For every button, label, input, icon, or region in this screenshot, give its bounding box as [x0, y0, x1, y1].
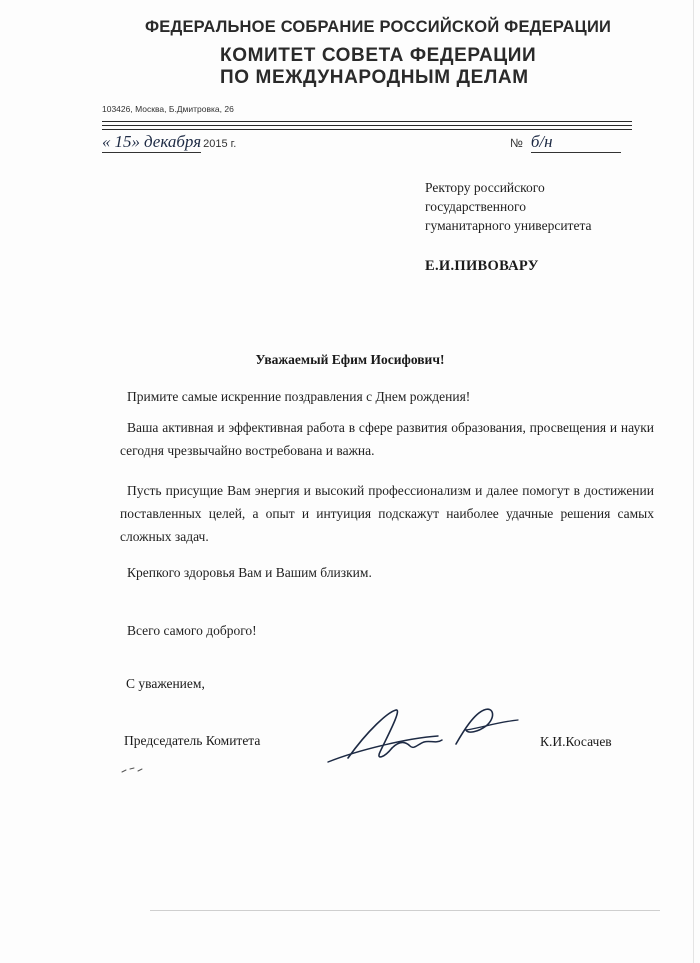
signatory-name: К.И.Косачев — [540, 734, 612, 749]
date-month: декабря — [144, 132, 202, 151]
closing-regards: С уважением, — [126, 676, 205, 691]
date-year: 2015 г. — [203, 138, 237, 150]
recipient-line-1: Ректору российского — [425, 180, 545, 195]
handwritten-signature — [318, 700, 538, 780]
letterhead-rule-3 — [102, 129, 632, 130]
committee-name-line-1: КОМИТЕТ СОВЕТА ФЕДЕРАЦИИ — [220, 45, 537, 66]
letterhead-rule-2 — [102, 125, 632, 126]
number-label: № — [510, 136, 523, 150]
organization-name: ФЕДЕРАЛЬНОЕ СОБРАНИЕ РОССИЙСКОЙ ФЕДЕРАЦИИ — [145, 18, 612, 36]
recipient-line-3: гуманитарного университета — [425, 218, 592, 233]
number-value: б/н — [531, 132, 621, 153]
committee-name-line-2: ПО МЕЖДУНАРОДНЫМ ДЕЛАМ — [220, 67, 529, 88]
date-handwritten — [102, 132, 201, 153]
paragraph-congratulations: Примите самые искренние поздравления с Днем рождения! — [127, 389, 471, 404]
page-bottom-line — [150, 910, 660, 911]
paragraph-farewell: Всего самого доброго! — [127, 623, 257, 638]
page-edge-shadow — [693, 0, 694, 963]
document-number-field — [510, 132, 621, 153]
salutation: Уважаемый Ефим Иосифович! — [255, 352, 445, 367]
letterhead-address: 103426, Москва, Б.Дмитровка, 26 — [102, 104, 234, 114]
paragraph-wishes: Пусть присущие Вам энергия и высокий профессионализм и далее помогут в достижении поставленных целей, а опыт и интуиция подскажут наиболее удачные решения самых сложных задач. — [120, 483, 654, 544]
date-close-quote: » — [131, 132, 140, 151]
recipient-name: Е.И.ПИВОВАРУ — [425, 258, 539, 274]
paragraph-health: Крепкого здоровья Вам и Вашим близким. — [127, 565, 372, 580]
recipient-line-2: государственного — [425, 199, 526, 214]
stray-pen-marks — [120, 762, 160, 778]
date-open-quote: « — [102, 132, 111, 151]
date-day: 15 — [114, 132, 132, 151]
signatory-position: Председатель Комитета — [124, 733, 261, 748]
paragraph-work: Ваша активная и эффективная работа в сфере развития образования, просвещения и науки сегодня чрезвычайно востребована и важна. — [120, 420, 654, 458]
recipient-address-block — [425, 178, 592, 235]
letterhead-rule-1 — [102, 121, 632, 122]
date-field — [102, 132, 236, 153]
